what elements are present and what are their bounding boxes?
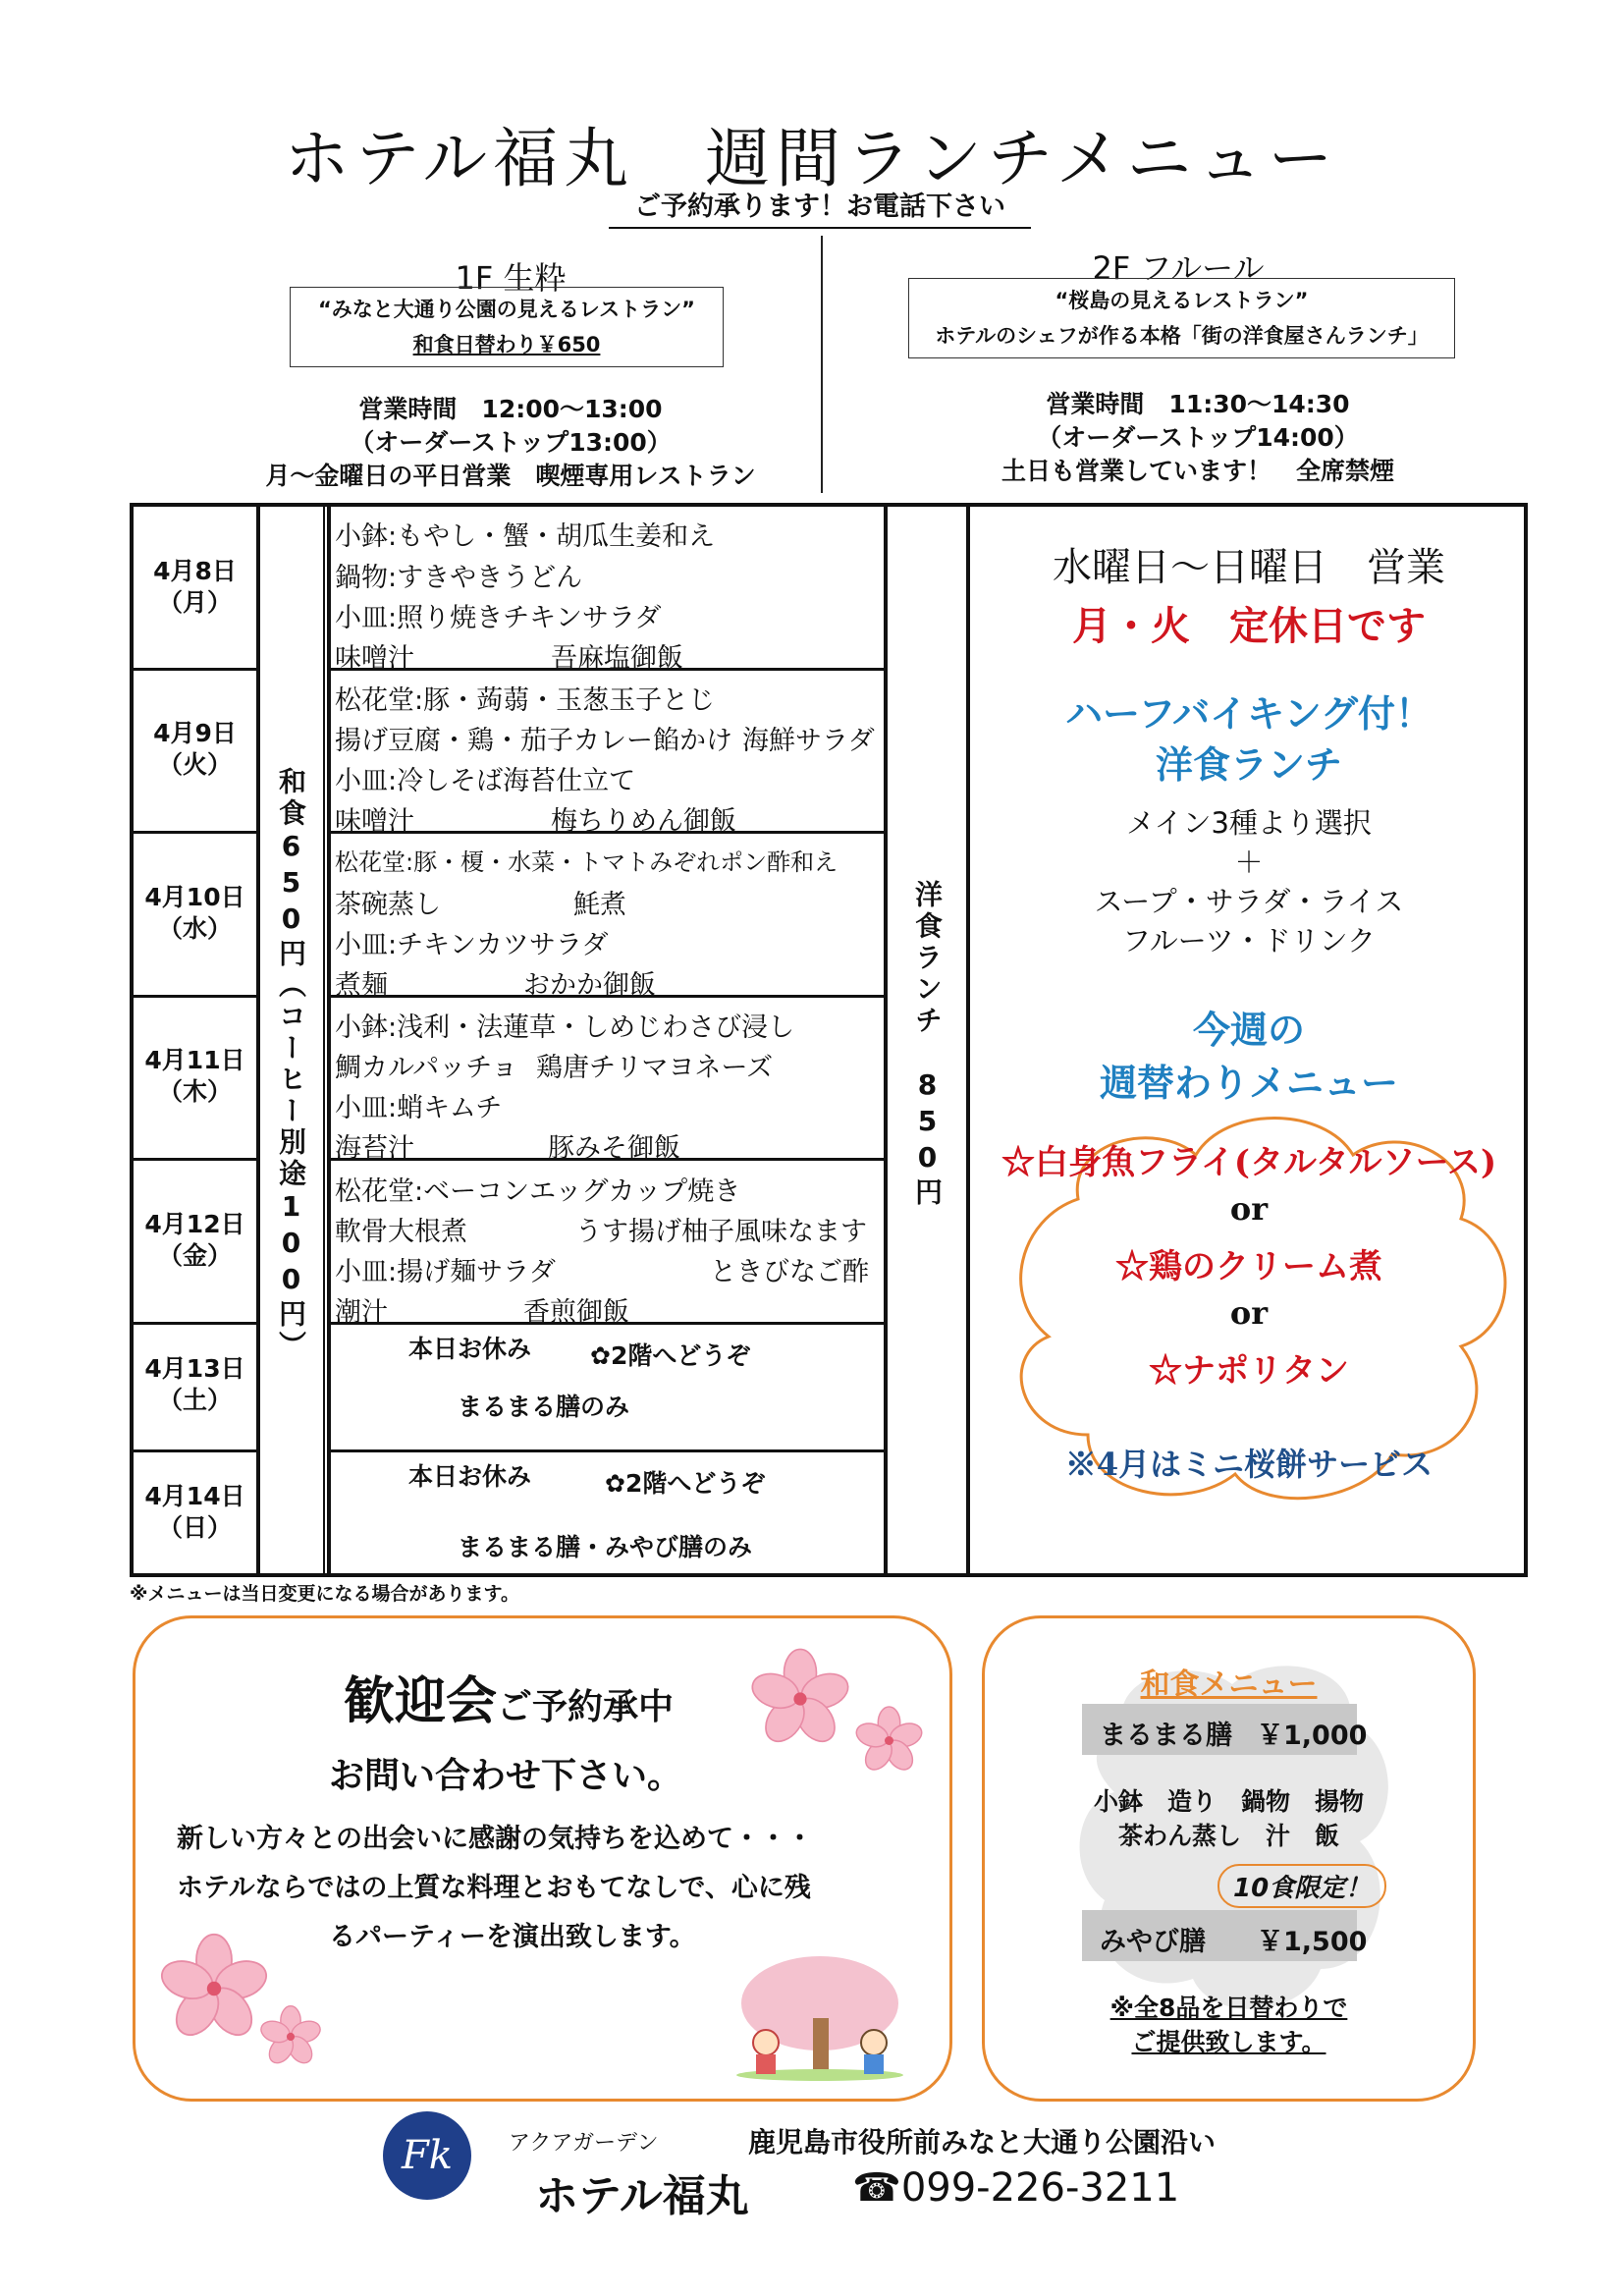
weekday-label: （日） <box>157 1513 232 1542</box>
weekly-2: 週替わりメニュー <box>1099 1062 1398 1105</box>
weekly-1: 今週の <box>1192 1009 1305 1052</box>
washoku-note-2: ご提供致します。 <box>1131 2028 1326 2056</box>
date-label: 4月11日 <box>144 1046 245 1074</box>
date-cell-1 <box>134 718 256 781</box>
floor2-hours <box>933 388 1463 488</box>
floor1-tagline-1: “みなと大通り公園の見えるレストラン” <box>318 298 695 321</box>
weekday-label: （月） <box>157 588 232 617</box>
menu-line: 鍋物:すきやきうどん <box>335 563 583 593</box>
floor1-tagline-2: 和食日替わり￥650 <box>412 333 601 356</box>
menu-line: 香煎御飯 <box>523 1297 629 1328</box>
footer-hotel-name: ホテル福丸 <box>535 2171 749 2221</box>
menu-line: 茶碗蒸し <box>335 890 441 920</box>
menu-line: 小鉢:もやし・蟹・胡瓜生姜和え <box>335 521 716 552</box>
half-viking-1: ハーフバイキング付！ <box>1065 692 1433 736</box>
menu-line: ✿2階へどうぞ <box>590 1341 751 1370</box>
menu-line: 煮麺 <box>335 970 388 1001</box>
menu-line: 小皿:冷しそば海苔仕立て <box>335 766 636 796</box>
date-label: 4月14日 <box>144 1482 245 1510</box>
weekday-label: （金） <box>157 1241 232 1270</box>
washoku-menu-heading: 和食メニュー <box>1140 1667 1318 1702</box>
menu-line: 海鮮サラダ <box>742 726 875 756</box>
row-divider <box>134 1449 256 1452</box>
date-label: 4月10日 <box>144 883 245 911</box>
menu-line: 魹煮 <box>573 890 626 920</box>
yoshoku-price-vertical: 洋食ランチ 850円 <box>911 880 944 1209</box>
maru-name: まるまる膳 <box>1100 1721 1232 1751</box>
menu-line: 吾麻塩御飯 <box>551 643 683 674</box>
or-1: or <box>1229 1190 1269 1228</box>
date-label: 4月9日 <box>153 719 237 747</box>
date-cell-6 <box>134 1481 256 1544</box>
menu-line: ときびなご酢 <box>710 1257 869 1287</box>
grid-line <box>256 507 260 1573</box>
closed-days: 月・火 定休日です <box>1072 604 1426 649</box>
welcome-body-3: るパーティーを演出致します。 <box>329 1922 696 1952</box>
cherry-blossom-icon <box>852 1704 926 1777</box>
row-divider <box>134 1158 256 1161</box>
menu-line: 潮汁 <box>335 1297 388 1328</box>
menu-line: 松花堂:豚・蒟蒻・玉葱玉子とじ <box>335 685 716 716</box>
row-divider <box>134 995 256 998</box>
row-divider <box>134 831 256 834</box>
weekly-menu-table <box>130 503 1528 1577</box>
menu-line: 味噌汁 <box>335 643 414 674</box>
weekly-item-3: ☆ナポリタン <box>1149 1351 1349 1391</box>
floor2-hours-1: 営業時間 11:30～14:30 <box>1046 390 1350 418</box>
menu-line: 小皿:チキンカツサラダ <box>335 930 609 960</box>
menu-line: 松花堂:豚・榎・水菜・トマトみぞれポン酢和え <box>335 848 839 876</box>
welcome-heading-small: ご予約承中 <box>497 1687 675 1727</box>
miyabi-name: みやび膳 <box>1100 1927 1206 1957</box>
page-title: ホテル福丸 週間ランチメニュー <box>284 121 1339 196</box>
date-cell-4 <box>134 1209 256 1272</box>
menu-line: 豚みそ御飯 <box>548 1133 680 1164</box>
floor2-hours-2: （オーダーストップ14:00） <box>1037 423 1359 452</box>
floor1-hours-3: 月～金曜日の平日営業 喫煙専用レストラン <box>265 462 756 490</box>
floor2-name: 2F フルール <box>1092 249 1265 287</box>
menu-line: おかか御飯 <box>523 970 656 1001</box>
date-label: 4月13日 <box>144 1354 245 1383</box>
washoku-note-1: ※全8品を日替わりで <box>1109 1994 1348 2022</box>
weekday-label: （火） <box>157 750 232 779</box>
floor2-tagline-2: ホテルのシェフが作る本格「街の洋食屋さんランチ」 <box>935 324 1429 348</box>
date-cell-2 <box>134 882 256 945</box>
menu-line: 梅ちりめん御飯 <box>551 806 736 837</box>
date-cell-0 <box>134 556 256 619</box>
grid-line <box>327 507 331 1573</box>
weekday-label: （土） <box>157 1386 232 1414</box>
welcome-body-1: 新しい方々との出会いに感謝の気持ちを込めて・・・ <box>177 1824 813 1854</box>
row-divider <box>134 1322 256 1325</box>
washoku-price-vertical: 和食650円（コーヒー別途100円） <box>275 767 307 1362</box>
menu-line: 鶏唐チリマヨネーズ <box>536 1053 774 1083</box>
floor1-tagline <box>290 287 724 367</box>
maru-price: ￥1,000 <box>1257 1721 1368 1751</box>
row-divider <box>134 668 256 671</box>
weekly-item-1: ☆白身魚フライ(タルタルソース) <box>1001 1143 1497 1182</box>
floor1-hours-2: （オーダーストップ13:00） <box>350 428 672 457</box>
sides-1: スープ・サラダ・ライス <box>1094 885 1404 918</box>
reservation-subtitle: ご予約承ります！お電話下さい <box>609 185 1031 229</box>
menu-line: うす揚げ柚子風味なます <box>575 1217 867 1247</box>
footer-phone: ☎099-226-3211 <box>852 2165 1180 2211</box>
menu-line: 揚げ豆腐・鶏・茄子カレー餡かけ <box>335 726 732 756</box>
limited-badge: 10食限定！ <box>1217 1864 1386 1908</box>
cherry-tree-children-illustration <box>727 1949 913 2082</box>
plus-text: ＋ <box>1234 846 1264 879</box>
weekday-label: （水） <box>157 914 232 943</box>
menu-line: 小皿:蛸キムチ <box>335 1093 503 1123</box>
floor2-hours-3: 土日も営業しています！ 全席禁煙 <box>1001 457 1394 485</box>
sides-2: フルーツ・ドリンク <box>1121 924 1377 957</box>
welcome-heading <box>344 1660 674 1733</box>
half-viking-2: 洋食ランチ <box>1155 743 1342 787</box>
date-label: 4月12日 <box>144 1210 245 1238</box>
weekly-item-2: ☆鶏のクリーム煮 <box>1115 1247 1382 1286</box>
menu-line: 海苔汁 <box>335 1133 414 1164</box>
floor1-hours <box>226 393 795 493</box>
or-2: or <box>1229 1294 1269 1332</box>
welcome-body-2: ホテルならではの上質な料理とおもてなしで、心に残 <box>177 1873 811 1903</box>
date-cell-5 <box>134 1353 256 1416</box>
footer-aqua: アクアガーデン <box>509 2131 659 2156</box>
washoku-items-1: 小鉢 造り 鍋物 揚物 <box>1093 1787 1364 1816</box>
menu-line: 小鉢:浅利・法蓮草・しめじわさび浸し <box>335 1012 795 1043</box>
hotel-logo-icon: Fk <box>383 2111 471 2200</box>
footer-address: 鹿児島市役所前みなと大通り公園沿い <box>748 2126 1217 2159</box>
column-divider <box>821 236 823 493</box>
cherry-blossom-icon <box>746 1645 854 1753</box>
grid-line <box>884 507 888 1573</box>
weekday-label: （木） <box>157 1077 232 1106</box>
choose-text: メイン3種より選択 <box>1126 806 1372 840</box>
menu-line: 味噌汁 <box>335 806 414 837</box>
miyabi-price: ￥1,500 <box>1257 1927 1368 1957</box>
cherry-blossom-icon <box>257 2003 324 2070</box>
row-divider <box>327 1449 884 1452</box>
menu-line: まるまる膳のみ <box>458 1393 630 1421</box>
open-days: 水曜日～日曜日 営業 <box>1053 545 1445 590</box>
menu-line: 鯛カルパッチョ <box>335 1053 518 1083</box>
menu-line: ✿2階へどうぞ <box>605 1469 766 1498</box>
floor1-hours-1: 営業時間 12:00～13:00 <box>358 395 663 423</box>
cherry-blossom-icon <box>155 1930 273 2048</box>
menu-line: 本日お休み <box>408 1335 532 1363</box>
menu-change-note: ※メニューは当日変更になる場合があります。 <box>130 1583 519 1605</box>
welcome-heading-main: 歓迎会 <box>344 1672 498 1731</box>
menu-line: 松花堂:ベーコンエッグカップ焼き <box>335 1176 741 1207</box>
menu-line: 本日お休み <box>408 1462 532 1491</box>
menu-line: まるまる膳・みやび膳のみ <box>458 1533 753 1561</box>
date-label: 4月8日 <box>153 557 237 585</box>
welcome-inquiry: お問い合わせ下さい。 <box>329 1756 683 1796</box>
washoku-items-2: 茶わん蒸し 汁 飯 <box>1117 1822 1339 1850</box>
april-service: ※4月はミニ桜餅サービス <box>1064 1446 1434 1483</box>
floor2-tagline-1: “桜島の見えるレストラン” <box>1055 289 1309 312</box>
grid-line <box>323 507 325 1573</box>
menu-line: 小皿:揚げ麺サラダ <box>335 1257 556 1287</box>
date-cell-3 <box>134 1045 256 1108</box>
floor2-tagline <box>908 278 1455 358</box>
menu-line: 軟骨大根煮 <box>335 1217 467 1247</box>
menu-line: 小皿:照り焼きチキンサラダ <box>335 603 662 633</box>
floor1-name: 1F 生粋 <box>455 259 567 297</box>
